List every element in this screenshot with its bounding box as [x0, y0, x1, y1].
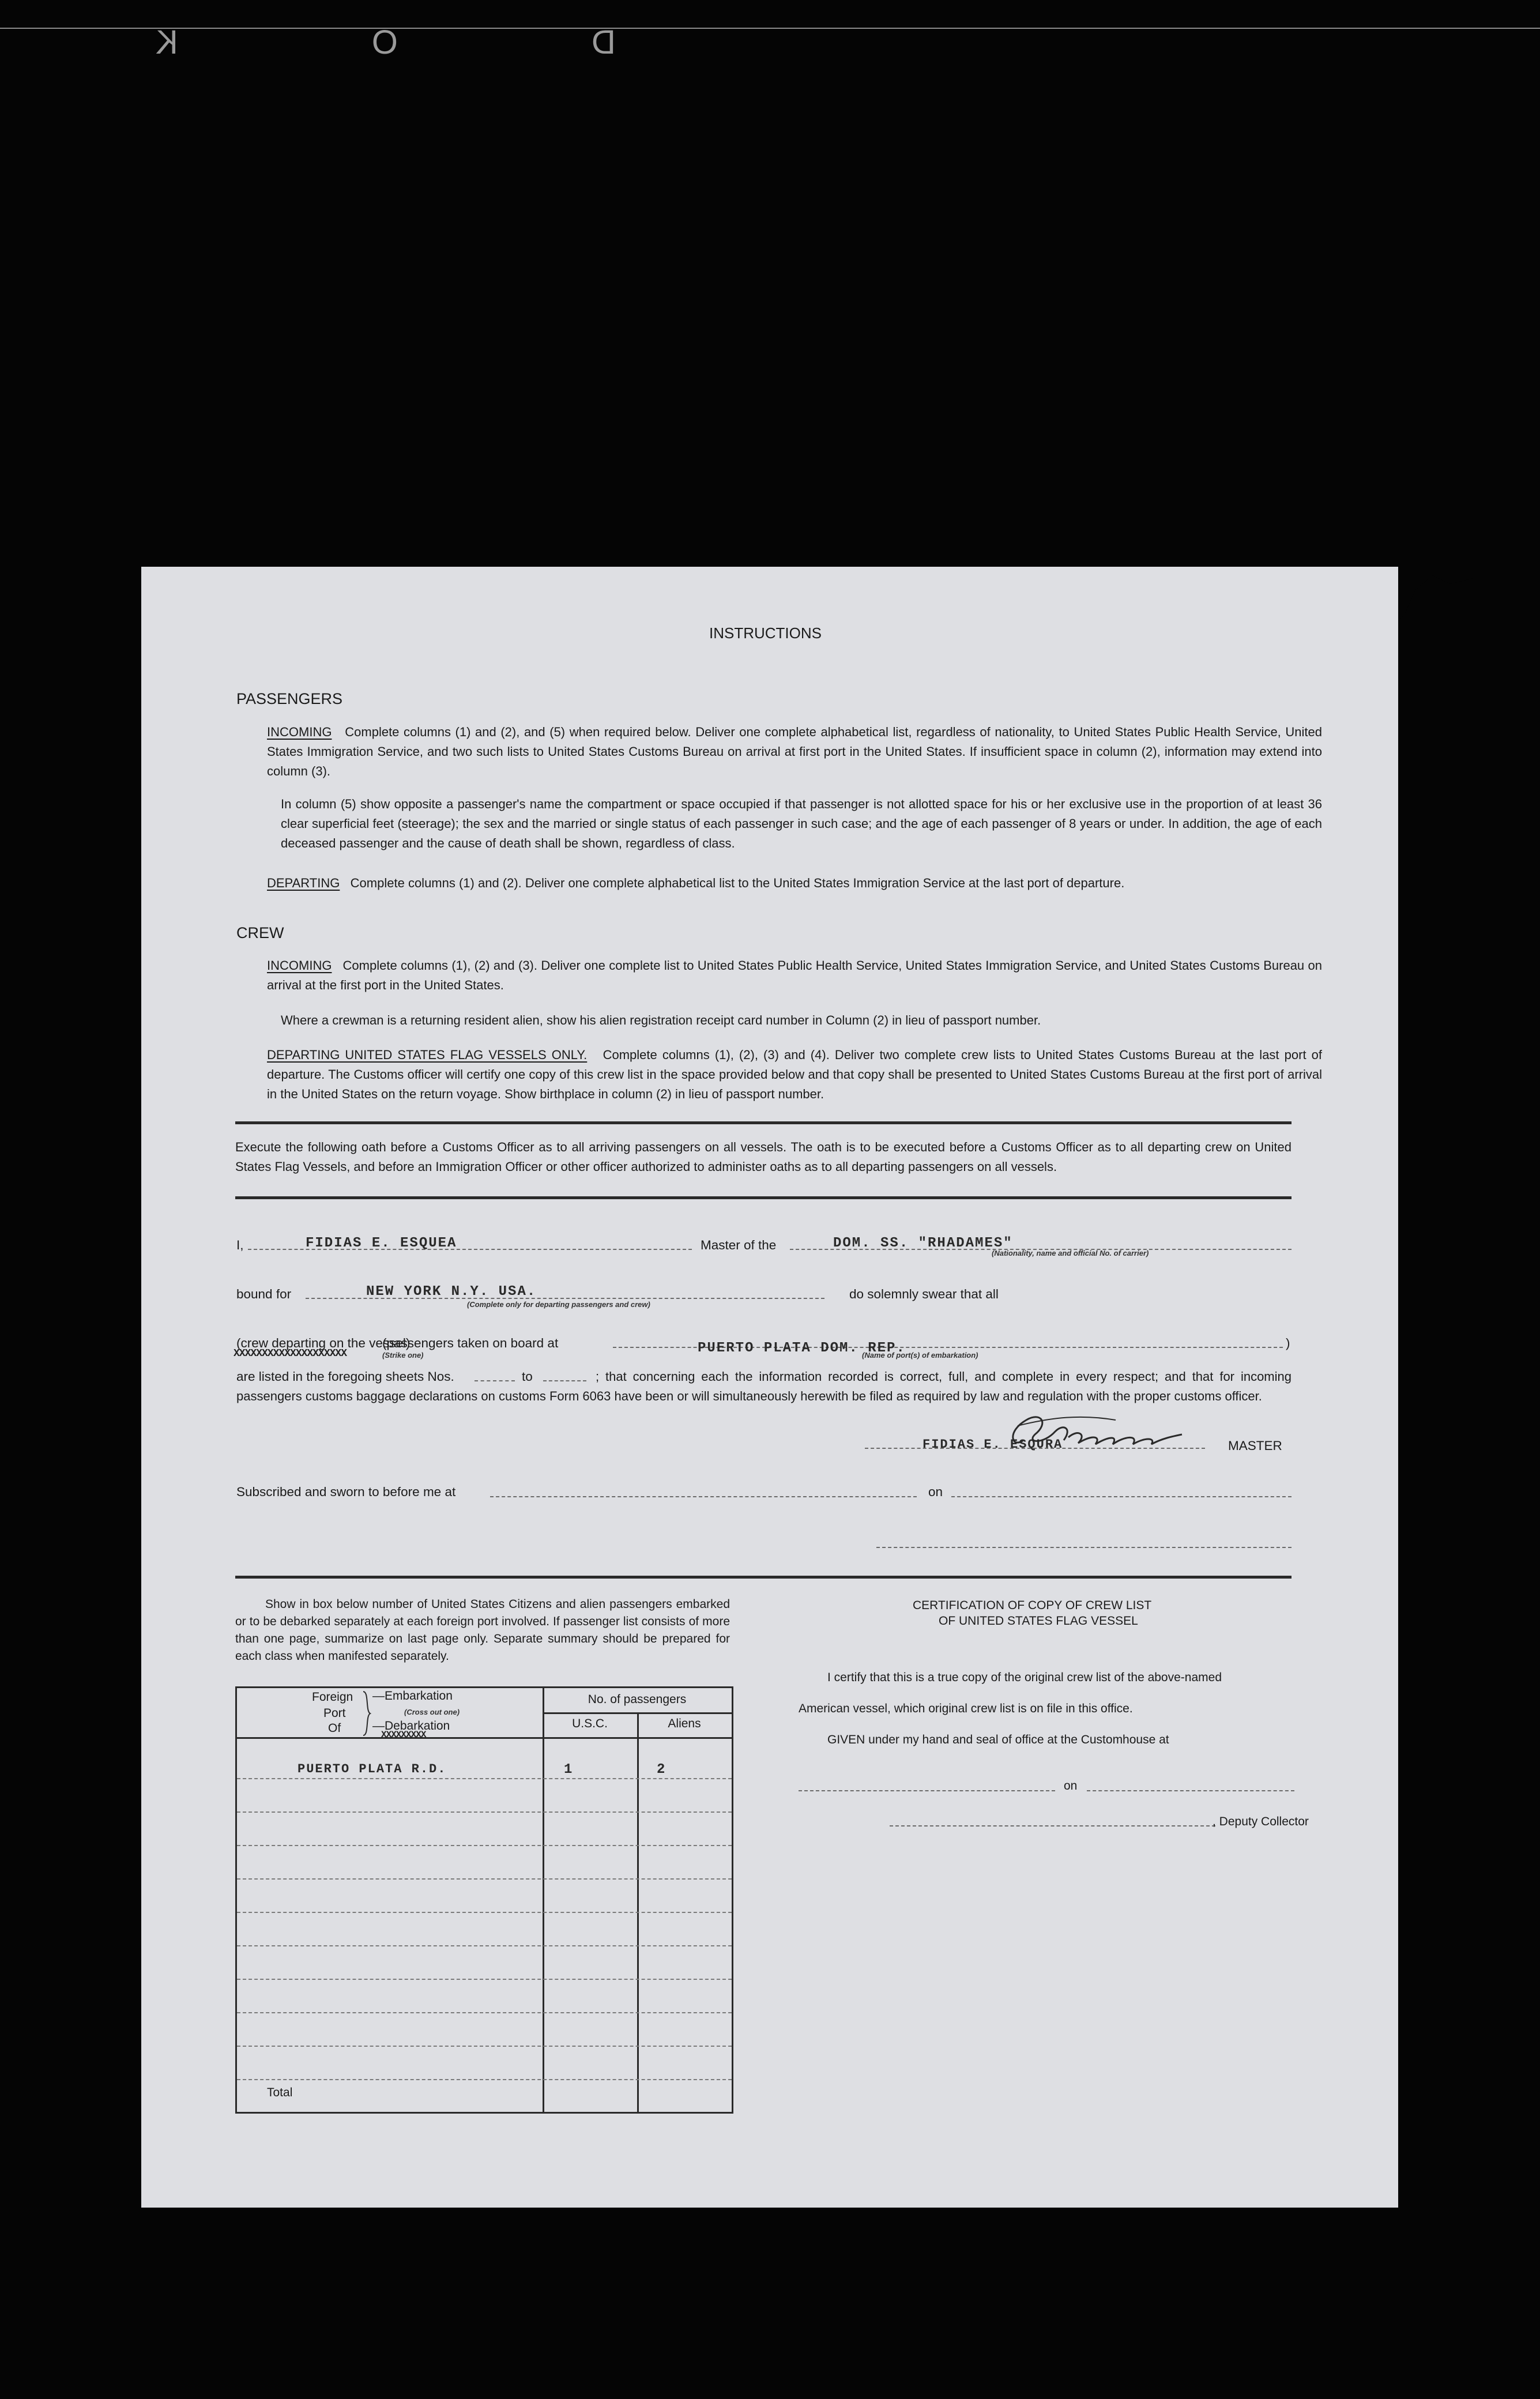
- subscribed-label: Subscribed and sworn to before me at: [236, 1485, 456, 1499]
- table-row: [237, 2046, 732, 2047]
- table-row: [237, 1945, 732, 1946]
- certification-title-2: OF UNITED STATES FLAG VESSEL: [939, 1614, 1138, 1628]
- table-row: [237, 1979, 732, 1980]
- bound-for-label: bound for: [236, 1287, 292, 1301]
- deputy-collector-label: , Deputy Collector: [1213, 1815, 1309, 1828]
- table-row: [237, 1878, 732, 1880]
- oath-instruction: Execute the following oath before a Customs Officer as to all arriving passengers on all vessels. The oath is to be executed before a Customs Officer as to all departing crew on United States Flag Vessels, and before an Immigration Officer or other officer authorized to administer oaths as to all departing passengers on all vessels.: [235, 1140, 1292, 1174]
- customhouse-line: [799, 1790, 1055, 1791]
- col-cross-out-note: (Cross out one): [404, 1708, 460, 1716]
- total-label: Total: [267, 2086, 293, 2099]
- divider: [235, 1121, 1292, 1124]
- passengers-heading: PASSENGERS: [236, 690, 343, 707]
- divider: [235, 1196, 1292, 1199]
- incoming-label: INCOMING: [267, 725, 332, 739]
- divider: [235, 1576, 1292, 1579]
- master-name: FIDIAS E. ESQUEA: [306, 1236, 457, 1251]
- col-debarkation: —Debarkation: [372, 1719, 450, 1733]
- crew-incoming-paragraph: [267, 956, 1322, 995]
- resident-alien-paragraph: Where a crewman is a returning resident alien, show his alien registration receipt card number in Column (2) in lieu of passport number.: [281, 1013, 1041, 1027]
- table-row: [237, 2012, 732, 2013]
- col-foreign: Foreign: [312, 1690, 353, 1704]
- brace-icon: [361, 1690, 371, 1737]
- vessel-note: (Nationality, name and official No. of carrier): [992, 1249, 1149, 1257]
- crew-departing-text: Complete columns (1), (2), (3) and (4). Deliver two complete crew lists to United States Customs Bureau at the last port of departure. The Customs officer will certify one copy of this crew list in the space provided below and that copy shall be presented to United States Customs Bureau at the first port of arrival in the United States on the return voyage. Show birthplace in column (2) in lieu of passport number.: [267, 1048, 1322, 1101]
- destination-note: (Complete only for departing passengers and crew): [467, 1300, 650, 1309]
- crew-incoming-label: INCOMING: [267, 958, 332, 973]
- certification-title-1: CERTIFICATION OF COPY OF CREW LIST: [913, 1599, 1152, 1612]
- row-port: PUERTO PLATA R.D.: [298, 1762, 447, 1776]
- form-title: INSTRUCTIONS: [709, 624, 822, 642]
- passengers-departing-paragraph: [267, 873, 1322, 893]
- certification-line-3: GIVEN under my hand and seal of office at the Customhouse at: [827, 1733, 1169, 1746]
- row-usc: 1: [564, 1762, 574, 1777]
- col-of: Of: [328, 1722, 341, 1735]
- certification-date-line: [1087, 1790, 1294, 1791]
- master-label: MASTER: [1228, 1438, 1282, 1453]
- vessel-name: DOM. SS. "RHADAMES": [833, 1236, 1013, 1251]
- table-row: [237, 1778, 732, 1779]
- sheets-statement: ; that concerning each the information recorded is correct, full, and complete in every respect; and that for incoming passengers customs baggage declarations on customs Form 6063 have been or will simultaneously herewith be filed as required by law and regulation with the proper customs officer.: [236, 1369, 1292, 1403]
- debarkation-strike: XXXXXXXXX: [381, 1730, 426, 1740]
- departing-label: DEPARTING: [267, 876, 340, 890]
- col-aliens: Aliens: [668, 1717, 701, 1730]
- embarkation-port: PUERTO PLATA DOM. REP.: [698, 1340, 906, 1356]
- departing-text: Complete columns (1) and (2). Deliver one complete alphabetical list to the United States Immigration Service at the last port of departure.: [350, 876, 1125, 890]
- crew-incoming-text: Complete columns (1), (2) and (3). Deliver one complete list to United States Public Health Service, United States Immigration Service, and United States Customs Bureau on arrival at the first port in the United States.: [267, 958, 1322, 992]
- master-of-label: Master of the: [701, 1238, 777, 1252]
- certification-line-1: I certify that this is a true copy of the original crew list of the above-named: [827, 1671, 1222, 1684]
- table-row: [237, 1812, 732, 1813]
- passenger-summary-table: [235, 1686, 733, 2114]
- officer-signature-line: [876, 1547, 1292, 1548]
- col-usc: U.S.C.: [572, 1717, 608, 1730]
- swear-label: do solemnly swear that all: [849, 1287, 999, 1301]
- col-port: Port: [323, 1707, 346, 1720]
- handwritten-signature: [1000, 1408, 1196, 1460]
- sheets-label: are listed in the foregoing sheets Nos.: [236, 1369, 454, 1384]
- oath-i-label: I,: [236, 1238, 244, 1252]
- strike-note: (Strike one): [382, 1351, 424, 1359]
- close-paren: ): [1286, 1336, 1290, 1350]
- table-row: [237, 2079, 732, 2080]
- deputy-signature-line: [890, 1825, 1215, 1826]
- column5-paragraph: In column (5) show opposite a passenger's name the compartment or space occupied if that passenger is not allotted space for his or her exclusive use in the proportion of at least 36 clear superficial feet (steerage); the sex and the married or single status of each passenger in such case; and the age of each passenger of 8 years or under. In addition, the age of each deceased passenger and the cause of death shall be shown, regardless of class.: [281, 797, 1322, 850]
- crew-heading: CREW: [236, 924, 284, 941]
- crew-departing-paragraph: [267, 1045, 1322, 1104]
- document-page: [141, 567, 1398, 2208]
- passengers-incoming-paragraph: [267, 722, 1322, 781]
- crew-departing-label: DEPARTING UNITED STATES FLAG VESSELS ONLY.: [267, 1048, 588, 1062]
- sheets-to-label: to: [522, 1369, 533, 1384]
- sworn-place-line: [490, 1496, 917, 1497]
- torn-corner: [1398, 561, 1473, 630]
- crew-departing-option: (crew departing on the vessel): [236, 1336, 411, 1350]
- summary-instruction: Show in box below number of United States Citizens and alien passengers embarked or to be debarked separately at each foreign port involved. If passenger list consists of more than one page, summarize on last page only. Separate summary should be prepared for each class when manifested separately.: [235, 1598, 730, 1663]
- incoming-text: Complete columns (1) and (2), and (5) when required below. Deliver one complete alphabetical list, regardless of nationality, to United States Public Health Service, United States Immigration Service, and two such lists to United States Customs Bureau on arrival at first port in the United States. If insufficient space in column (2), information may extend into column (3).: [267, 725, 1322, 778]
- sworn-on-label: on: [928, 1485, 943, 1499]
- destination: NEW YORK N.Y. USA.: [366, 1284, 537, 1300]
- sworn-date-line: [951, 1496, 1292, 1497]
- port-note: (Name of port(s) of embarkation): [862, 1351, 978, 1359]
- row-aliens: 2: [657, 1762, 667, 1777]
- table-row: [237, 1845, 732, 1846]
- col-embarkation: —Embarkation: [372, 1689, 453, 1703]
- certification-line-2: American vessel, which original crew list is on file in this office.: [799, 1702, 1133, 1715]
- master-signed-name: FIDIAS E. ESQURA: [923, 1437, 1063, 1452]
- film-frame-marks: D O K: [63, 24, 616, 61]
- strike-marks: XXXXXXXXXXXXXXXXXXXX: [234, 1348, 347, 1359]
- col-passengers: No. of passengers: [588, 1693, 687, 1706]
- passengers-taken-label: (passengers taken on board at: [382, 1336, 559, 1350]
- table-row: [237, 1912, 732, 1913]
- certification-on-label: on: [1064, 1779, 1078, 1792]
